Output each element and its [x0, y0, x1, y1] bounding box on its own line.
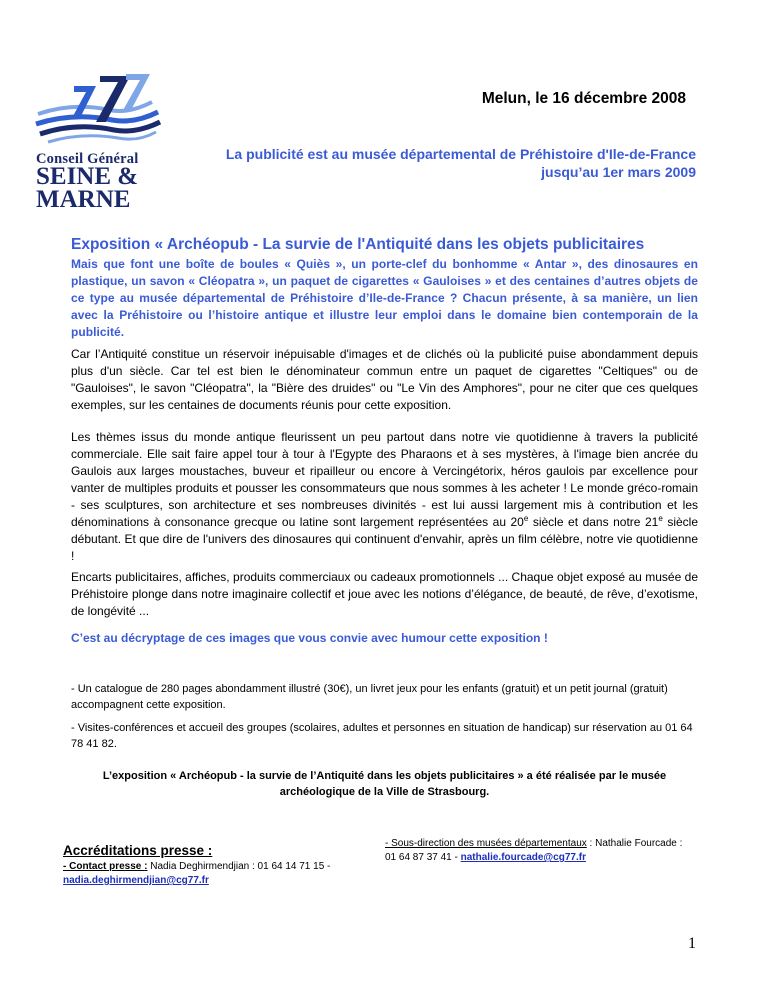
seine-et-marne-logo	[34, 72, 174, 212]
press-headline	[226, 145, 696, 181]
visits-note: - Visites-conférences et accueil des groupes (scolaires, adultes et personnes en situation de handicap) sur réservation au 01 64 78 41 82.	[71, 722, 693, 750]
credit-note	[71, 768, 698, 800]
logo-line-1: Conseil Général	[36, 151, 139, 167]
paragraph-1: Car l’Antiquité constitue un réservoir inépuisable d'images et de clichés où la publicité puise abondamment depuis plus d'un siècle. Car tel est bien le dénominateur commun entre un paquet de cigarettes "Celtiques" ou de "Gauloises", le savon "Cléopatra", la "Bière des druides" ou "Le Vin des Amphores", pour ne citer que ces quelques exemples, sur les centaines de documents réunis pour cette exposition.	[71, 347, 698, 412]
paragraph-2	[71, 429, 698, 565]
press-contact	[63, 860, 363, 888]
paragraph-2-part-a: Les thèmes issus du monde antique fleurissent un peu partout dans notre vie quotidienne à travers la publicité commerciale. Elle sait faire appel tour à tour à l'Egypte des Pharaons et à ses mystères, à l'image bien ancrée du Gaulois aux larges moustaches, buveur et ripailleur ou encore à Vercingétorix, héros gaulois par excellence pour vanter de multiples produits et pousser les consommateurs que nous sommes à les acheter ! Le monde gréco-romain - ses sculptures, son architecture et ses nombreuses divinités - est lui aussi largement mis à contribution et les dénominations à consonance grecque ou latine sont largement représentées au 20	[71, 430, 698, 529]
credit-line-1: L’exposition « Archéopub - la survie de l’Antiquité dans les objets publicitaires » a été réalisée par le musée	[102, 770, 667, 782]
museum-contact-email-link[interactable]: nathalie.fourcade@cg77.fr	[460, 852, 586, 863]
exhibition-title: Exposition « Archéopub - La survie de l'Antiquité dans les objets publicitaires	[71, 236, 645, 253]
press-contact-colon: :	[144, 861, 148, 872]
credit-line-2: archéologique de la Ville de Strasbourg.	[279, 786, 490, 798]
headline-line-2: jusqu’au 1er mars 2009	[541, 164, 696, 180]
museum-contact-text: : Nathalie Fourcade :	[586, 838, 683, 849]
superscript-e-2: e	[658, 514, 663, 523]
museum-contact	[385, 837, 715, 865]
paragraph-2-part-c: siècle débutant. Et que dire de l'univers des dinosaures qui continuent d'envahir, après un film célèbre, notre vie quotidienne !	[71, 515, 698, 563]
press-contact-email-link[interactable]: nadia.deghirmendjian@cg77.fr	[63, 875, 209, 886]
lead-paragraph: Mais que font une boîte de boules « Quiès », un porte-clef du bonhomme « Antar », des dinosaures en plastique, un savon « Cléopatra », un paquet de cigarettes « Gauloises » et des centaines d’autres objets de ce type au musée départemental de Préhistoire d’Ile-de-France ? Chacun présente, à sa manière, un lien avec la Préhistoire ou l’histoire antique et illustre leur emploi dans le domaine bien contemporain de la publicité.	[71, 257, 698, 339]
logo-line-2: SEINE &	[36, 163, 139, 190]
date-line: Melun, le 16 décembre 2008	[481, 90, 686, 107]
callout-line: C’est au décryptage de ces images que vous convie avec humour cette exposition !	[71, 631, 548, 645]
press-heading: Accréditations presse :	[63, 843, 213, 858]
paragraph-3: Encarts publicitaires, affiches, produits commerciaux ou cadeaux promotionnels ... Chaque objet exposé au musée de Préhistoire plonge dans notre imaginaire collectif et joue avec les notions d’élégance, de beauté, de rêve, d’exotisme, de longévité ...	[71, 570, 698, 618]
logo-line-3: MARNE	[36, 186, 131, 213]
museum-contact-label: - Sous-direction des musées départementaux	[385, 838, 587, 849]
logo-emblem-icon	[34, 72, 174, 152]
headline-line-1: La publicité est au musée départemental de Préhistoire d'Ile-de-France	[225, 146, 696, 162]
museum-contact-phone: 01 64 87 37 41 -	[385, 852, 461, 863]
press-contact-label: - Contact presse	[63, 861, 145, 872]
paragraph-2-part-b: siècle et dans notre 21	[528, 515, 659, 529]
catalogue-note: - Un catalogue de 280 pages abondamment illustré (30€), un livret jeux pour les enfants (gratuit) et un petit journal (gratuit) accompagnent cette exposition.	[71, 683, 668, 711]
page-number: 1	[688, 935, 696, 952]
press-contact-text: Nadia Deghirmendjian : 01 64 14 71 15 -	[147, 861, 331, 872]
superscript-e-1: e	[523, 514, 529, 523]
